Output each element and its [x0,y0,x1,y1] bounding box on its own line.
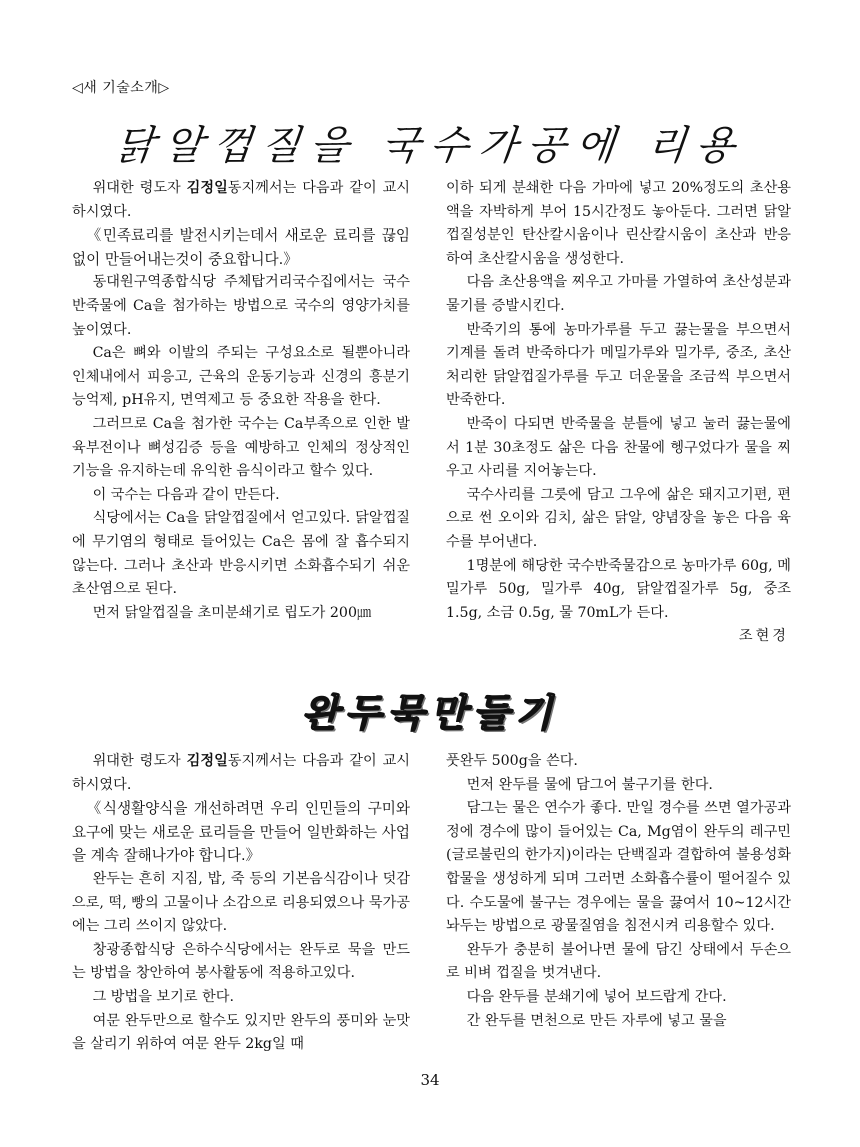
paragraph: 반죽기의 통에 농마가루를 두고 끓는물을 부으면서 기계를 돌려 반죽하다가 메밀가루와 밀가루, 중조, 초산처리한 닭알껍질가루를 두고 더운물을 조금씩 부으면서 반죽한다. [446,321,791,409]
paragraph: 간 완두를 면천으로 만든 자루에 넣고 물을 [466,1012,727,1029]
intro-post: 동지께서는 다음과 같이 교시하시였다. [72,753,410,793]
paragraph [72,177,410,224]
article2-column-right [446,750,791,1033]
paragraph: 먼저 완두를 물에 담그어 불구기를 한다. [466,776,713,793]
paragraph: 1명분에 해당한 국수반죽물감으로 농마가루 60g, 메밀가루 50g, 밀가루 40g, 닭알껍질가루 5g, 중조 1.5g, 소금 0.5g, 물 70mL가 든다. [446,557,791,621]
quotation: 《식생활양식을 개선하려면 우리 인민들의 구미와 요구에 맞는 새로운 료리들을 만들어 일반화하는 사업을 계속 잘해나가야 합니다.》 [72,800,410,865]
paragraph: 반죽이 다되면 반죽물을 분틀에 넣고 눌러 끓는물에서 1분 30초정도 삶은 다음 찬물에 헹구었다가 물을 찌우고 사리를 지어놓는다. [446,415,791,480]
page-number: 34 [420,1071,440,1089]
intro-pre: 위대한 령도자 [92,180,187,196]
article2-title: 완두묵만들기 [301,691,559,735]
paragraph [72,750,410,797]
intro-pre: 위대한 령도자 [92,753,187,769]
paragraph: 식당에서는 Ca을 닭알껍질에서 얻고있다. 닭알껍질에 무기염의 형태로 들어있는 Ca은 몸에 잘 흡수되지 않는다. 그러나 초산과 반응시키면 소화흡수되기 쉬운 초산염으로 된다. [72,510,410,598]
paragraph: Ca은 뼈와 이발의 주되는 구성요소로 될뿐아니라 인체내에서 피응고, 근육의 운동기능과 신경의 흥분기능억제, pH유지, 면역제고 등 중요한 작용을 한다. [72,345,410,409]
article1-column-left [72,177,410,625]
section-tag: ◁새 기술소개▷ [72,80,170,96]
paragraph: 그 방법을 보기로 한다. [92,988,234,1005]
paragraph: 완두는 흔히 지짐, 밥, 죽 등의 기본음식감이나 덧감으로, 떡, 빵의 고물이나 소감으로 리용되였으나 묵가공에는 그리 쓰이지 않았다. [72,870,410,935]
intro-post: 동지께서는 다음과 같이 교시하시였다. [72,180,410,220]
article1-title: 닭알껍질을 국수가공에 리용 [113,123,747,169]
paragraph: 여문 완두만으로 할수도 있지만 완두의 풍미와 눈맛을 살리기 위하여 여문 완두 2kg일 때 [72,1012,410,1053]
article2-column-left [72,750,410,1057]
article1-column-right [446,177,791,649]
paragraph: 동대원구역종합식당 주체탑거리국수집에서는 국수반죽물에 Ca을 첨가하는 방법으로 국수의 영양가치를 높이였다. [72,274,410,338]
leader-name: 김정일 [186,753,228,769]
paragraph: 창광종합식당 은하수식당에서는 완두로 묵을 만드는 방법을 창안하여 봉사활동에 적용하고있다. [72,941,410,982]
paragraph: 다음 완두를 분쇄기에 넣어 보드랍게 간다. [466,988,727,1005]
paragraph: 다음 초산용액을 찌우고 가마를 가열하여 초산성분과 물기를 증발시킨다. [446,274,791,314]
paragraph: 먼저 닭알껍질을 초미분쇄기로 립도가 200㎛ [92,604,372,621]
author-signature: 조현경 [738,628,789,645]
paragraph: 완두가 충분히 불어나면 물에 담긴 상태에서 두손으로 비벼 껍질을 벗겨낸다. [446,941,791,982]
paragraph: 그러므로 Ca을 첨가한 국수는 Ca부족으로 인한 발육부전이나 뼈성김증 등을 예방하고 인체의 정상적인 기능을 유지하는데 유익한 음식이라고 할수 있다. [72,415,410,480]
paragraph: 이 국수는 다음과 같이 만든다. [92,486,280,503]
paragraph: 국수사리를 그릇에 담고 그우에 삶은 돼지고기편, 편으로 썬 오이와 김치, 삶은 닭알, 양념장을 놓은 다음 육수를 부어낸다. [446,486,791,550]
paragraph: 담그는 물은 연수가 좋다. 만일 경수를 쓰면 열가공과정에 경수에 많이 들어있는 Ca, Mg염이 완두의 레구민(글로불린의 한가지)이라는 단백질과 결합하여 불용성화합물을 생성하게 되며 그러면 소화흡수률이 떨어질수 있다. 수도물에 불구는 경우에는 물을 끓여서 10~12시간 놔두는 방법으로 광물질염을 침전시켜 리용할수 있다. [446,800,791,935]
leader-name: 김정일 [186,180,228,196]
quotation: 《민족료리를 발전시키는데서 새로운 료리를 끊임없이 만들어내는것이 중요합니다.》 [72,227,410,268]
paragraph: 풋완두 500g을 쓴다. [446,753,578,769]
paragraph: 이하 되게 분쇄한 다음 가마에 넣고 20%정도의 초산용액을 자박하게 부어 15시간정도 놓아둔다. 그러면 닭알껍질성분인 탄산칼시움이나 린산칼시움이 초산과 반응하여 초산칼시움을 생성한다. [446,180,791,267]
